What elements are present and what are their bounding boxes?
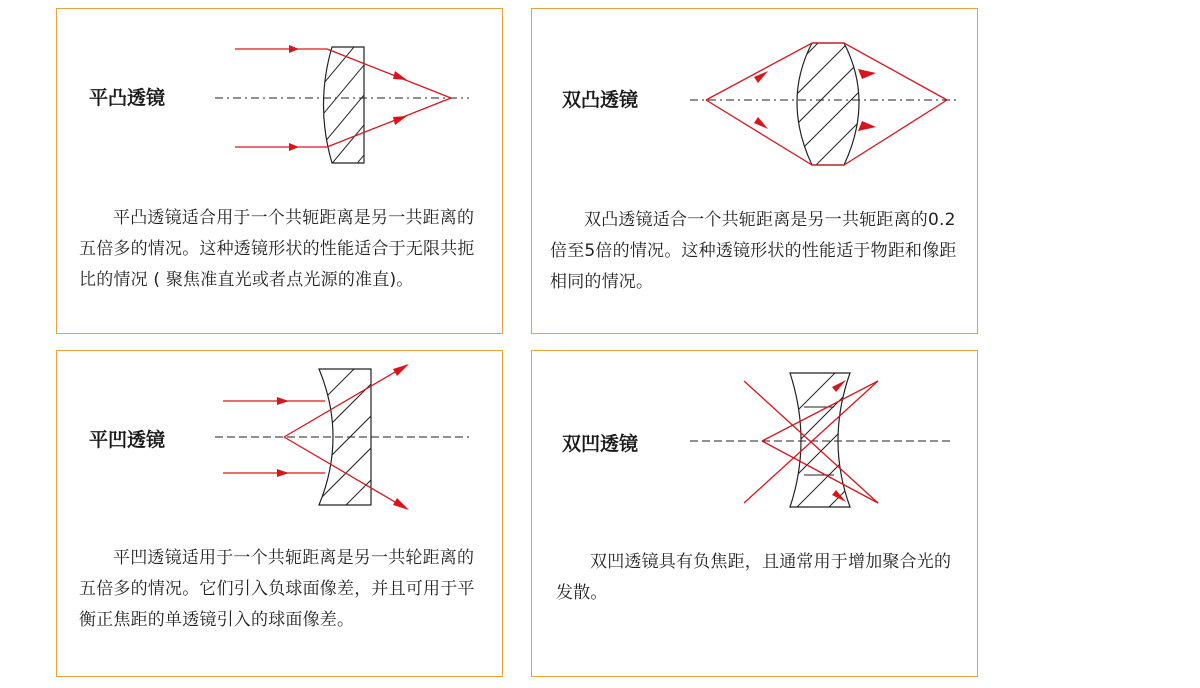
plano-convex-diagram <box>57 9 504 179</box>
bi-concave-diagram <box>532 351 979 521</box>
lens-description: 双凸透镜适合一个共轭距离是另一共轭距离的0.2倍至5倍的情况。这种透镜形状的性能适于物距和像距相同的情况。 <box>550 210 957 292</box>
panel-bi-concave <box>531 350 978 677</box>
lens-description: 平凹透镜适用于一个共轭距离是另一共轮距离的五倍多的情况。它们引入负球面像差，并且可用于平衡正焦距的单透镜引入的球面像差。 <box>79 548 475 630</box>
lens-description: 双凹透镜具有负焦距，且通常用于增加聚合光的发散。 <box>556 552 952 603</box>
panel-plano-concave <box>56 350 503 677</box>
light-rays <box>706 43 947 165</box>
panel-plano-convex <box>56 8 503 334</box>
lens-hatching <box>787 356 852 549</box>
light-rays <box>744 381 878 503</box>
plano-concave-diagram <box>57 351 504 521</box>
lens-title: 双凸透镜 <box>562 89 639 111</box>
lens-title: 平凹透镜 <box>89 429 166 451</box>
panel-bi-convex <box>531 8 978 334</box>
lens-description: 平凸透镜适合用于一个共轭距离是另一共距离的五倍多的情况。这种透镜形状的性能适合于无限共扼比的情况 ( 聚焦准直光或者点光源的准直)。 <box>79 208 475 290</box>
lens-outline <box>790 373 850 507</box>
lens-outline <box>797 43 859 165</box>
lens-hatching <box>782 0 862 229</box>
lens-title: 平凸透镜 <box>89 87 166 109</box>
bi-convex-diagram <box>532 9 979 179</box>
lens-title: 双凹透镜 <box>562 433 639 455</box>
